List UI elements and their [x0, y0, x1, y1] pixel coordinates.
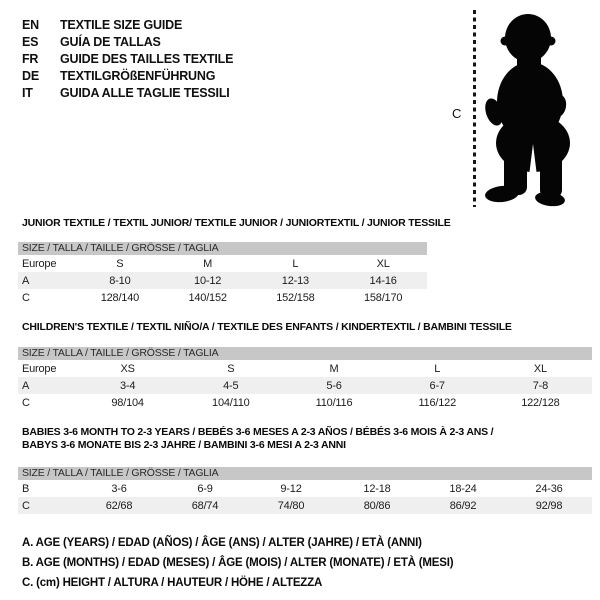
- height-measure-label: C: [452, 106, 462, 121]
- row-cell: 9-12: [280, 482, 302, 495]
- row-cell: 104/110: [212, 396, 250, 409]
- language-code: ES: [22, 34, 39, 49]
- language-title: GUIDE DES TAILLES TEXTILE: [60, 51, 234, 66]
- language-row: [22, 33, 233, 50]
- row-cell: 92/98: [535, 499, 563, 512]
- row-cell: 14-16: [369, 274, 397, 287]
- row-label: C: [22, 499, 30, 512]
- note-line: C. (cm) HEIGHT / ALTURA / HAUTEUR / HÖHE / ALTEZZA: [22, 577, 323, 589]
- row-cell: 24-36: [535, 482, 563, 495]
- row-cell: 68/74: [191, 499, 219, 512]
- table-row: [18, 360, 592, 377]
- row-cell: 80/86: [363, 499, 391, 512]
- row-cell: 62/68: [105, 499, 133, 512]
- language-title: GUÍA DE TALLAS: [60, 34, 161, 49]
- row-label: A: [22, 274, 30, 287]
- table-title-line: BABYS 3-6 MONATE BIS 2-3 JAHRE / BAMBINI 3-6 MESI A 2-3 ANNI: [22, 439, 346, 451]
- size-header-bar: SIZE / TALLA / TAILLE / GRÖSSE / TAGLIA: [18, 347, 592, 360]
- row-label: B: [22, 482, 30, 495]
- row-cell: M: [203, 257, 213, 270]
- table-title-line: BABIES 3-6 MONTH TO 2-3 YEARS / BEBÉS 3-6 MESES A 2-3 AÑOS / BÉBÉS 3-6 MOIS À 2-3 ANS /: [22, 426, 494, 438]
- row-cell: 98/104: [111, 396, 144, 409]
- language-title: TEXTILGRÖßENFÜHRUNG: [60, 68, 216, 83]
- row-label: A: [22, 379, 30, 392]
- row-cell: S: [116, 257, 124, 270]
- size-header-bar: SIZE / TALLA / TAILLE / GRÖSSE / TAGLIA: [18, 467, 592, 480]
- row-cell: 140/152: [188, 291, 227, 304]
- height-measure-dashed-line: [473, 10, 476, 207]
- row-cell: XS: [120, 362, 135, 375]
- language-row: [22, 16, 233, 33]
- row-cell: L: [292, 257, 299, 270]
- row-cell: 158/170: [363, 291, 403, 304]
- language-title: TEXTILE SIZE GUIDE: [60, 17, 183, 32]
- row-cell: 152/158: [276, 291, 315, 304]
- row-cell: 128/140: [100, 291, 140, 304]
- footnotes: [22, 533, 453, 593]
- language-code: DE: [22, 68, 39, 83]
- row-cell: 6-7: [429, 379, 445, 392]
- row-cell: S: [227, 362, 235, 375]
- row-label: Europe: [22, 362, 57, 375]
- language-row: [22, 84, 233, 101]
- row-cell: 3-6: [111, 482, 127, 495]
- language-code: EN: [22, 17, 39, 32]
- row-cell: 5-6: [326, 379, 342, 392]
- table-row: [18, 255, 427, 272]
- language-row: [22, 67, 233, 84]
- table-row: [18, 289, 427, 306]
- row-label: C: [22, 291, 30, 304]
- table-row: [18, 497, 592, 514]
- row-cell: 6-9: [197, 482, 213, 495]
- row-cell: 10-12: [194, 274, 222, 287]
- language-row: [22, 50, 233, 67]
- size-table-children: [18, 321, 592, 411]
- note-line: B. AGE (MONTHS) / EDAD (MESES) / ÂGE (MOIS) / ALTER (MONATE) / ETÀ (MESI): [22, 557, 454, 569]
- table-row: [18, 377, 592, 394]
- row-cell: 3-4: [119, 379, 136, 392]
- language-title-list: [22, 16, 233, 101]
- row-label: Europe: [22, 257, 57, 270]
- language-title: GUIDA ALLE TAGLIE TESSILI: [60, 85, 230, 100]
- row-cell: 74/80: [277, 499, 305, 512]
- baby-silhouette-icon: [483, 10, 573, 210]
- row-cell: 18-24: [449, 482, 477, 495]
- row-cell: L: [434, 362, 441, 375]
- row-cell: XL: [533, 362, 547, 375]
- row-cell: 8-10: [109, 274, 131, 287]
- row-cell: M: [329, 362, 339, 375]
- row-cell: 4-5: [223, 379, 239, 392]
- row-label: C: [22, 396, 30, 409]
- row-cell: 86/92: [449, 499, 477, 512]
- row-cell: 110/116: [315, 396, 353, 409]
- table-row: [18, 394, 592, 411]
- table-row: [18, 272, 427, 289]
- table-title-line: JUNIOR TEXTILE / TEXTIL JUNIOR/ TEXTILE JUNIOR / JUNIORTEXTIL / JUNIOR TESSILE: [22, 217, 451, 229]
- note-line: A. AGE (YEARS) / EDAD (AÑOS) / ÂGE (ANS) / ALTER (JAHRE) / ETÀ (ANNI): [22, 537, 422, 549]
- row-cell: 7-8: [532, 379, 549, 392]
- row-cell: 12-18: [363, 482, 391, 495]
- row-cell: 116/122: [418, 396, 456, 409]
- size-table-babies: [18, 426, 592, 514]
- row-cell: 122/128: [521, 396, 560, 409]
- table-title-line: CHILDREN'S TEXTILE / TEXTIL NIÑO/A / TEXTILE DES ENFANTS / KINDERTEXTIL / BAMBINI TESSILE: [22, 321, 512, 333]
- row-cell: XL: [376, 257, 390, 270]
- row-cell: 12-13: [281, 274, 309, 287]
- language-code: IT: [22, 85, 33, 100]
- table-row: [18, 480, 592, 497]
- size-table-junior: [18, 217, 451, 306]
- language-code: FR: [22, 51, 39, 66]
- size-header-bar: SIZE / TALLA / TAILLE / GRÖSSE / TAGLIA: [18, 242, 427, 255]
